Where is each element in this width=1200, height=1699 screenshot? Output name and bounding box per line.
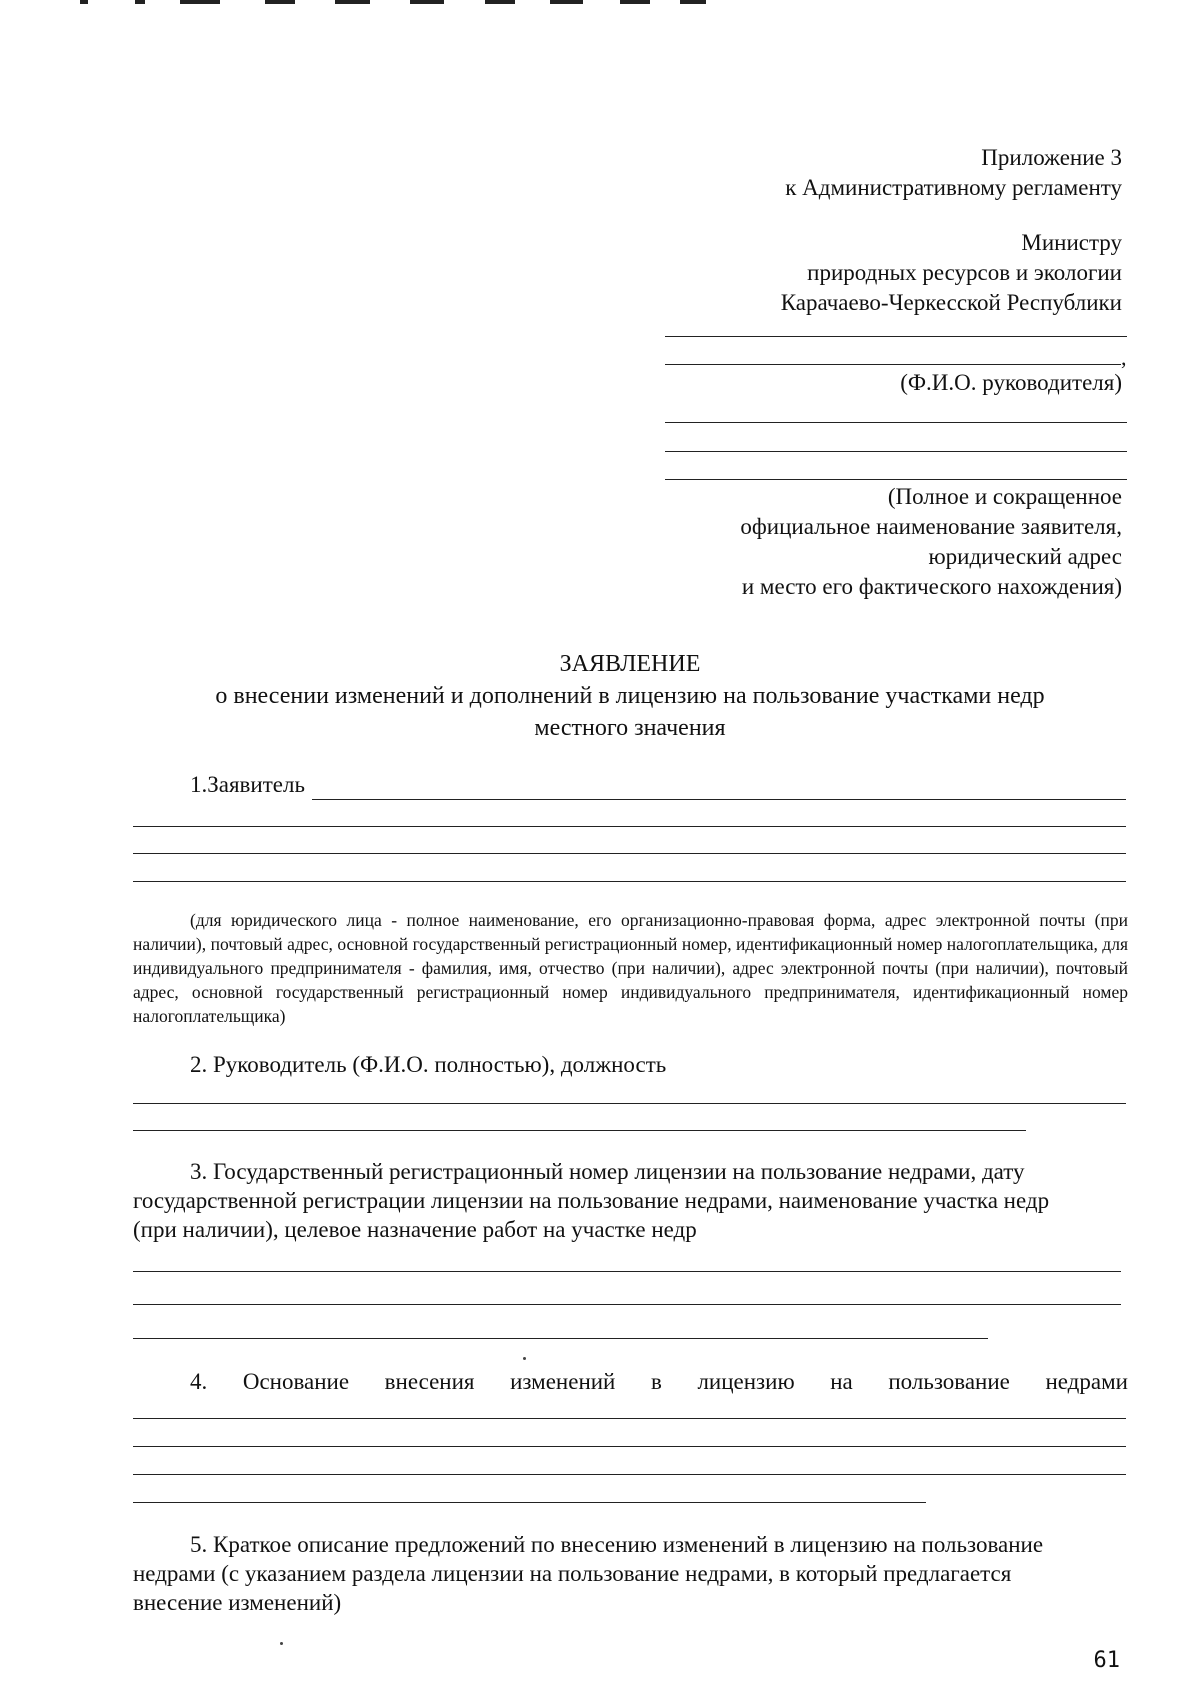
- applicant-caption-line-1: (Полное и сокращенное: [887, 484, 1122, 509]
- addressee-title: Министру: [1021, 230, 1122, 255]
- head-name-caption: (Ф.И.О. руководителя): [900, 370, 1122, 395]
- applicant-caption: [740, 482, 1122, 602]
- change-basis-word: 4.: [190, 1369, 208, 1394]
- change-basis-word: пользование: [888, 1369, 1010, 1394]
- scan-speck: [280, 1642, 283, 1645]
- license-info-label-line-2: государственной регистрации лицензии на пользование недрами, наименование участка недр: [133, 1188, 1050, 1213]
- applicant-caption-line-3: юридический адрес: [928, 544, 1122, 569]
- proposal-label-text: недрами (с указанием раздела лицензии на пользование недрами, в который предлагается: [133, 1561, 1012, 1586]
- scan-speck: [523, 1357, 526, 1360]
- applicant-caption-line-4: и место его фактического нахождения): [741, 574, 1122, 599]
- applicant-name-line-3[interactable]: [665, 479, 1127, 480]
- addressee-block: [781, 228, 1122, 318]
- license-info-line-3[interactable]: [133, 1338, 988, 1339]
- document-subtitle-line-2: местного значения: [534, 715, 726, 741]
- license-info-label-line-1: 3. Государственный регистрационный номер лицензии на пользование недрами, дату: [190, 1159, 1025, 1184]
- head-position-line-2[interactable]: [133, 1130, 1026, 1131]
- change-basis-label: [190, 1367, 1128, 1396]
- appendix-reference: [785, 143, 1122, 203]
- proposal-label-line-3: внесение изменений): [133, 1590, 342, 1615]
- change-basis-word: в: [650, 1369, 662, 1394]
- proposal-label-line-2: [133, 1559, 1128, 1588]
- change-basis-word: лицензию: [697, 1369, 795, 1394]
- license-info-line-1[interactable]: [133, 1271, 1121, 1272]
- applicant-field-line-1[interactable]: [312, 799, 1126, 800]
- applicant-field-line-4[interactable]: [133, 881, 1126, 882]
- change-basis-line-4[interactable]: [133, 1502, 926, 1503]
- page-number: 61: [1093, 1648, 1120, 1673]
- change-basis-line-2[interactable]: [133, 1446, 1126, 1447]
- applicant-label: 1.Заявитель: [190, 772, 305, 797]
- applicant-name-line-2[interactable]: [665, 451, 1127, 452]
- head-name-comma: ,: [1121, 345, 1127, 370]
- head-position-line-1[interactable]: [133, 1103, 1126, 1104]
- change-basis-line-3[interactable]: [133, 1474, 1126, 1475]
- change-basis-word: изменений: [510, 1369, 616, 1394]
- change-basis-word: Основание: [242, 1369, 350, 1394]
- license-info-line-2[interactable]: [133, 1304, 1121, 1305]
- applicant-caption-line-2: официальное наименование заявителя,: [740, 514, 1122, 539]
- appendix-regulation: к Административному регламенту: [785, 175, 1122, 200]
- applicant-field-hint: (для юридического лица - полное наименование, его организационно-правовая форма, адрес электронной почты (при наличии), почтовый адрес, основной государственный регистрационный номер, идентификационный номер налогоплательщика, для индивидуального предпринимателя - фамилия, имя, отчество (при наличии), адрес электронной почты (при наличии), почтовый адрес, основной государственный регистрационный номер индивидуального предпринимателя, идентификационный номер налогоплательщика): [133, 910, 1128, 1026]
- head-name-line-2[interactable]: [665, 364, 1121, 365]
- change-basis-word: на: [830, 1369, 853, 1394]
- applicant-field-line-3[interactable]: [133, 853, 1126, 854]
- change-basis-word: внесения: [384, 1369, 475, 1394]
- change-basis-line-1[interactable]: [133, 1418, 1126, 1419]
- document-subtitle-line-1: о внесении изменений и дополнений в лицензию на пользование участками недр: [215, 683, 1045, 709]
- license-info-label-line-3: (при наличии), целевое назначение работ на участке недр: [133, 1217, 697, 1242]
- appendix-number: Приложение 3: [981, 145, 1122, 170]
- head-name-line-1[interactable]: [665, 336, 1127, 337]
- applicant-name-line-1[interactable]: [665, 422, 1127, 423]
- proposal-label-line-1: 5. Краткое описание предложений по внесению изменений в лицензию на пользование: [190, 1532, 1044, 1557]
- scan-artifact-marks: [80, 0, 720, 6]
- addressee-ministry: природных ресурсов и экологии: [807, 260, 1122, 285]
- change-basis-word: недрами: [1045, 1369, 1128, 1394]
- applicant-field-line-2[interactable]: [133, 826, 1126, 827]
- addressee-republic: Карачаево-Черкесской Республики: [780, 290, 1122, 315]
- document-title: ЗАЯВЛЕНИЕ: [559, 651, 701, 677]
- head-position-label: 2. Руководитель (Ф.И.О. полностью), должность: [190, 1052, 667, 1077]
